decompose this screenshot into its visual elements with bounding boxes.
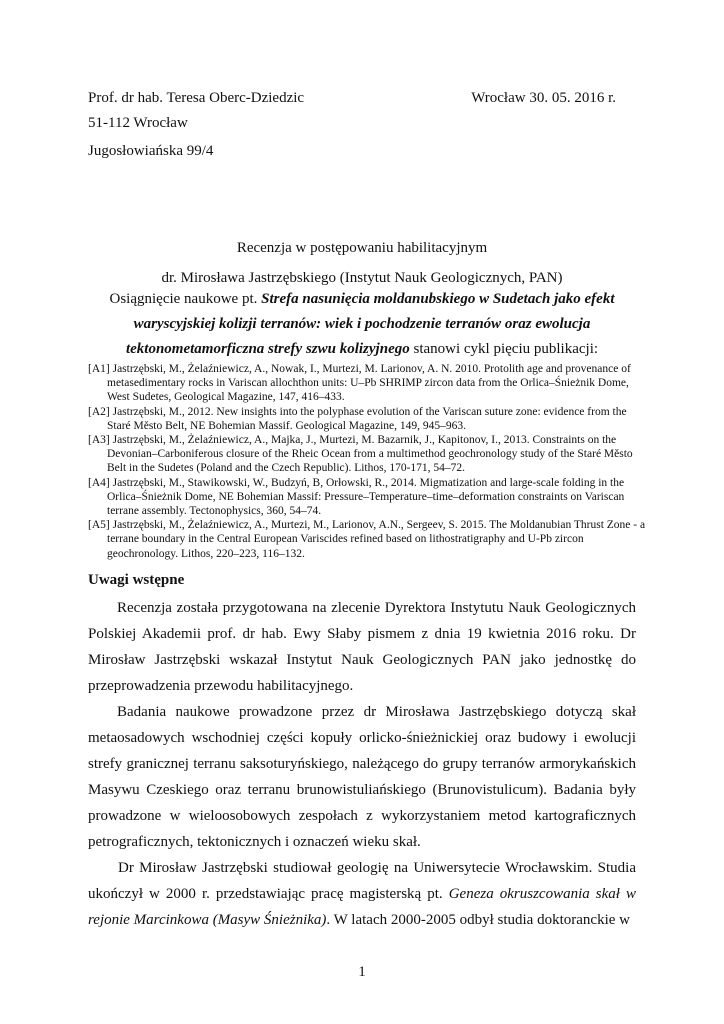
publication-list [88,362,648,561]
paragraph: Badania naukowe prowadzone przez dr Mirosława Jastrzębskiego dotyczą skał metaosadowych wschodniej części kopuły orlicko-śnieżnickiej oraz budowy i ewolucji strefy granicznej terranu saksoturyńskiego, należącego do grupy terranów armorykańskich Masywu Czeskiego oraz terranu brunowistuliańskiego (Brunovistulicum). Badania były prowadzone w wieloosobowych zespołach z wykorzystaniem metod kartograficznych petrograficznych, tektonicznych i oznaczeń wieku skał. [88,704,636,850]
body-text [88,595,636,933]
achievement-line-1 [0,287,724,312]
review-title [0,233,724,293]
page-number: 1 [358,964,366,980]
paragraph-text: Dr Mirosław Jastrzębski studiował geologię na Uniwersytecie Wrocławskim. Studia ukończył w 2000 r. przedstawiając pracę magisterską pt. [88,860,636,902]
achievement-line-2 [0,312,724,337]
place-date: Wrocław 30. 05. 2016 r. [471,90,616,106]
sender-block [88,86,304,163]
achievement-prefix: Osiągnięcie naukowe pt. [109,291,262,307]
paragraph [88,855,636,933]
section-heading: Uwagi wstępne [88,572,185,588]
achievement-line-3 [0,337,724,362]
publication-item: [A3] Jastrzębski, M., Żelaźniewicz, A., Majka, J., Murtezi, M. Bazarnik, J., Kapitonov, I., 2013. Constraints on the Devonian–Carboniferous closure of the Rheic Ocean from a multimethod geochronology study of the Staré Město Belt in the Sudetes (Poland and the Czech Republic). Lithos, 170-171, 54–72. [88,434,633,475]
title-line-1: Recenzja w postępowaniu habilitacyjnym [236,240,488,256]
title-line-2: dr. Mirosława Jastrzębskiego (Instytut Nauk Geologicznych, PAN) [161,270,563,286]
publication-item: [A1] Jastrzębski, M., Żelaźniewicz, A., Nowak, I., Murtezi, M. Larionov, A. N. 2010. Protolith age and provenance of metasedimentary rocks in Variscan allochthon units: U–Pb SHRIMP zircon data from the Orlica–Śnieżnik Dome, West Sudetes, Geological Magazine, 147, 416–433. [88,363,631,404]
achievement-title-part-3: tektonometamorficzna strefy szwu kolizyjnego [125,341,410,357]
paragraph: Recenzja została przygotowana na zlecenie Dyrektora Instytutu Nauk Geologicznych Polskiej Akademii prof. dr hab. Ewy Słaby pismem z dnia 19 kwietnia 2016 roku. Dr Mirosław Jastrzębski wskazał Instytut Nauk Geologicznych PAN jako jednostkę do przeprowadzenia przewodu habilitacyjnego. [88,600,636,694]
author-name: Prof. dr hab. Teresa Oberc-Dziedzic [88,90,305,106]
publication-item: [A4] Jastrzębski, M., Stawikowski, W., Budzyń, B, Orłowski, R., 2014. Migmatization and large-scale folding in the Orlica–Śnieżnik Dome, NE Bohemian Massif: Pressure–Temperature–time–deformation constraints on Variscan terrane assembly. Tectonophysics, 360, 54–74. [88,476,625,518]
publication-item: [A2] Jastrzębski, M., 2012. New insights into the polyphase evolution of the Variscan suture zone: evidence from the Staré Město Belt, NE Bohemian Massif. Geological Magazine, 149, 945–963. [88,405,627,432]
publication-item: [A5] Jastrzębski, M., Żelaźniewicz, A., Murtezi, M., Larionov, A.N., Sergeev, S. 2015. The Moldanubian Thrust Zone - a terrane boundary in the Central European Variscides refined based on lithostratigraphy and U-Pb zircon geochronology. Lithos, 220–223, 116–132. [88,519,646,560]
achievement-title-part-2: waryscyjskiej kolizji terranów: wiek i pochodzenie terranów oraz ewolucja [133,316,591,332]
address-line-2: Jugosłowiańska 99/4 [88,143,214,159]
thesis-title: Geneza okruszcowania skał w rejonie Marcinkowa (Masyw Śnieżnika) [88,886,636,928]
achievement-suffix: stanowi cykl pięciu publikacji: [409,341,599,357]
achievement-title-part-1: Strefa nasunięcia moldanubskiego w Sudetach jako efekt [261,291,615,307]
achievement-statement [0,287,724,362]
address-line-1: 51-112 Wrocław [88,115,188,131]
paragraph-text: . W latach 2000-2005 odbył studia doktoranckie w [326,912,630,928]
